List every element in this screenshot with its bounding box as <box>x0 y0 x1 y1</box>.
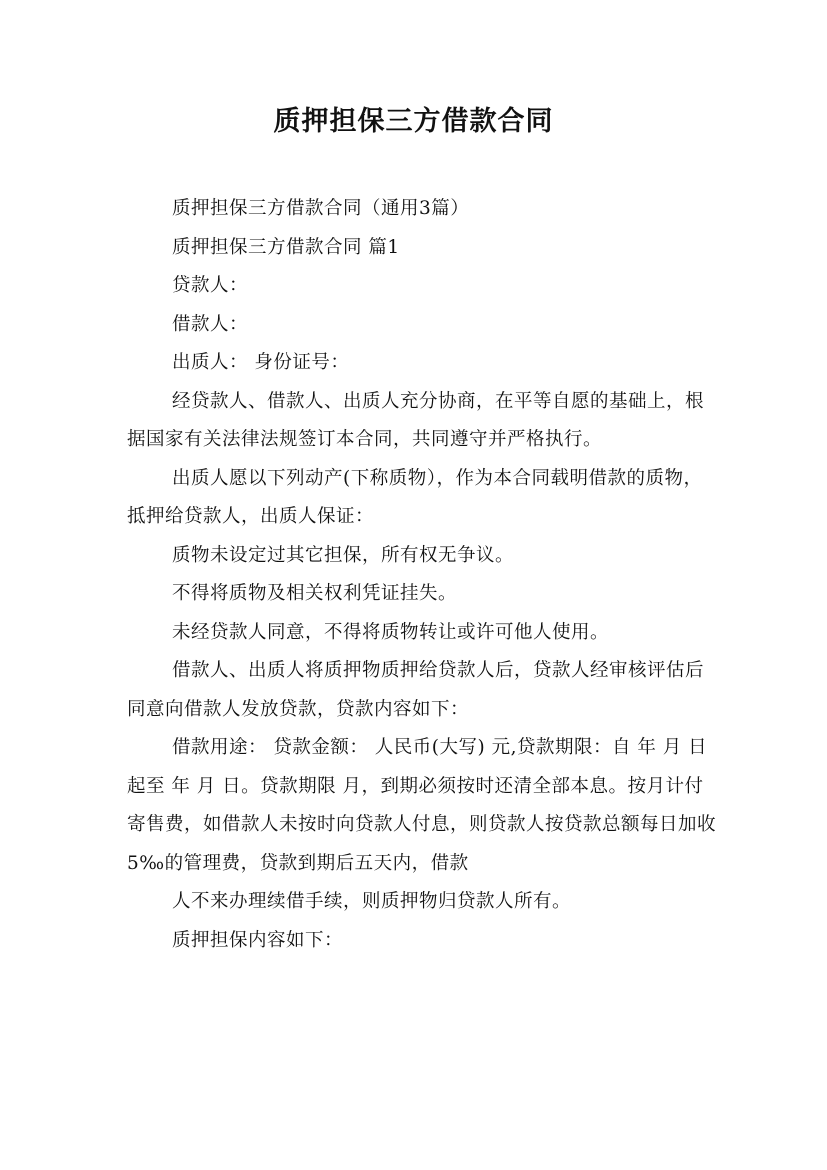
paragraph: 质物未设定过其它担保，所有权无争议。 <box>172 544 515 566</box>
paragraph: 出质人愿以下列动产(下称质物），作为本合同载明借款的质物，抵押给贷款人，出质人保证： <box>127 467 703 527</box>
paragraph: 质押担保三方借款合同（通用3篇） <box>172 198 470 219</box>
document-body <box>127 190 717 960</box>
paragraph: 借款人、出质人将质押物质押给贷款人后，贷款人经审核评估后同意向借款人发放贷款，贷款内容如下： <box>127 660 705 720</box>
paragraph: 借款人： <box>172 313 249 335</box>
paragraph: 未经贷款人同意，不得将质物转让或许可他人使用。 <box>172 621 610 643</box>
document-title: 质押担保三方借款合同 <box>273 106 554 137</box>
paragraph: 质押担保三方借款合同 篇1 <box>172 236 400 258</box>
paragraph: 出质人： 身份证号： <box>172 352 350 373</box>
paragraph: 经贷款人、借款人、出质人充分协商，在平等自愿的基础上，根据国家有关法律法规签订本合同，共同遵守并严格执行。 <box>127 390 705 450</box>
paragraph: 人不来办理续借手续，则质押物归贷款人所有。 <box>172 891 572 912</box>
paragraph: 贷款人： <box>172 275 249 296</box>
paragraph: 质押担保内容如下： <box>172 929 344 951</box>
paragraph: 不得将质物及相关权利凭证挂失。 <box>172 583 458 604</box>
paragraph: 借款用途： 贷款金额： 人民币(大写) 元,贷款期限：自 年 月 日起至 年 月 日。贷款期限 月，到期必须按时还清全部本息。按月计付寄售费，如借款人未按时向贷款人付息，则贷款人按贷款总额每日加收5‰的管理费，贷款到期后五天内，借款 <box>127 737 717 874</box>
